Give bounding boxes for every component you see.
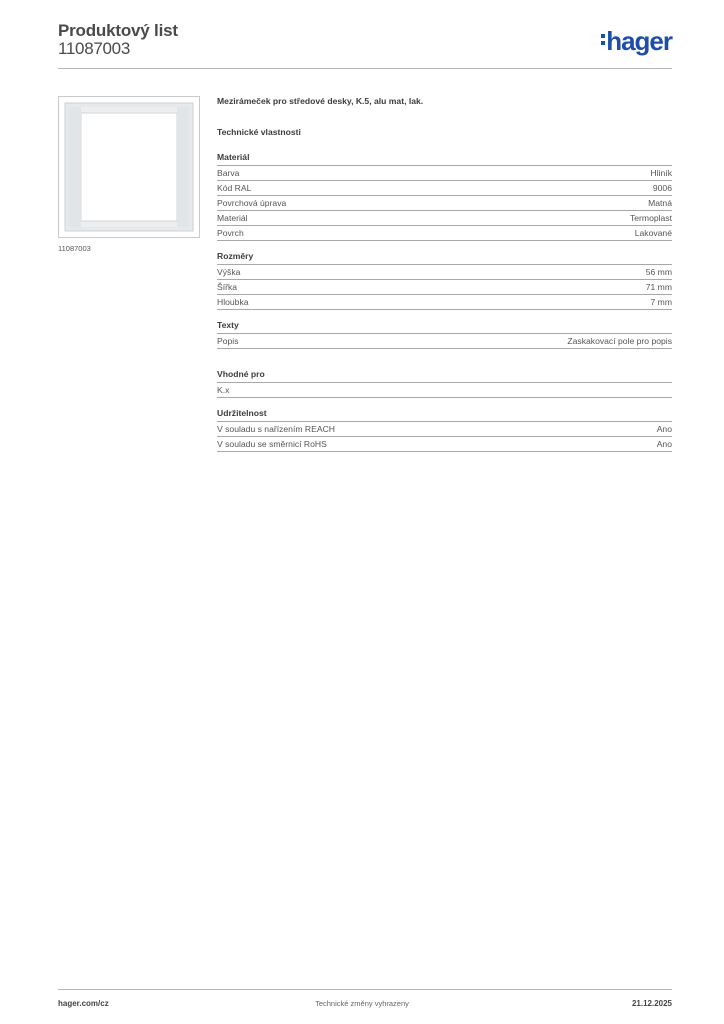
product-number: 11087003	[58, 39, 130, 58]
header-divider	[58, 68, 672, 69]
footer-date: 21.12.2025	[631, 999, 672, 1008]
footer-divider	[58, 989, 672, 990]
hager-logo	[601, 26, 672, 56]
section-suitable-for	[217, 369, 672, 398]
section-title: Udržitelnost	[217, 408, 672, 422]
spec-row: Šířka 71 mm	[217, 280, 672, 295]
spec-row: Povrchová úprava Matná	[217, 196, 672, 211]
spec-row: Popis Zaskakovací pole pro popis	[217, 334, 672, 349]
logo-text: hager	[606, 26, 672, 56]
section-title: Rozměry	[217, 251, 672, 265]
page-title: Produktový list	[58, 21, 178, 40]
spec-row: V souladu se směrnicí RoHS Ano	[217, 437, 672, 452]
spec-row: K.x	[217, 383, 672, 398]
section-sustainability	[217, 408, 672, 452]
spec-row: Materiál Termoplast	[217, 211, 672, 226]
spec-row: Barva Hliník	[217, 166, 672, 181]
footer-notice: Technické změny vyhrazeny	[315, 999, 409, 1008]
frame-product-icon	[59, 97, 199, 237]
spec-row: V souladu s nařízením REACH Ano	[217, 422, 672, 437]
section-dimensions	[217, 251, 672, 310]
spec-row: Kód RAL 9006	[217, 181, 672, 196]
section-material	[217, 152, 672, 241]
logo-colon-icon	[601, 31, 606, 48]
section-title: Materiál	[217, 152, 672, 166]
spec-content	[217, 96, 672, 462]
image-caption: 11087003	[58, 244, 91, 253]
technical-heading: Technické vlastnosti	[217, 127, 301, 137]
product-image	[58, 96, 200, 238]
section-title: Vhodné pro	[217, 369, 672, 383]
spec-row: Výška 56 mm	[217, 265, 672, 280]
footer-website: hager.com/cz	[58, 999, 109, 1008]
product-description: Mezirámeček pro středové desky, K.5, alu mat, lak.	[217, 96, 424, 106]
spec-row: Hloubka 7 mm	[217, 295, 672, 310]
section-texts	[217, 320, 672, 349]
spec-row: Povrch Lakované	[217, 226, 672, 241]
section-title: Texty	[217, 320, 672, 334]
